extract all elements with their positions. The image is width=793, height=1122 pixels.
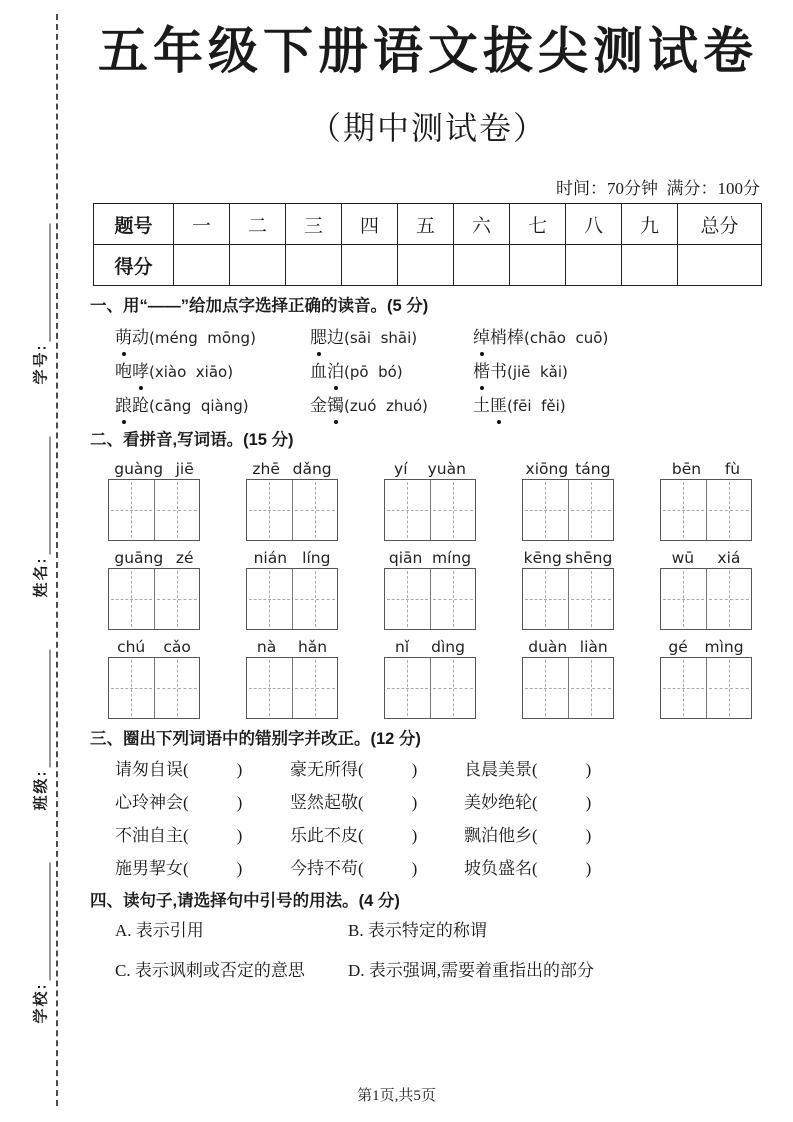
char-cell[interactable]: [707, 480, 752, 540]
dotted-character: 匪: [490, 394, 507, 418]
pinyin-syllable: líng: [302, 549, 331, 567]
pinyin-syllable: nǐ: [395, 638, 410, 656]
correction-word: 良晨美景: [464, 760, 532, 779]
pinyin-syllable: nián: [253, 549, 288, 567]
char-box: [660, 568, 752, 630]
correction-word: 不油自主: [115, 826, 183, 845]
pinyin-syllable: yuàn: [427, 460, 466, 478]
page-title: 五年级下册语文拔尖测试卷: [98, 23, 758, 79]
qnum-header-cell: 总分: [678, 204, 762, 245]
char-cell[interactable]: [661, 480, 707, 540]
paren-close: ): [411, 826, 418, 845]
char-cell[interactable]: [569, 480, 614, 540]
name-input-line[interactable]: [48, 437, 51, 555]
char-cell[interactable]: [155, 658, 200, 718]
dotted-character: 镯: [327, 394, 344, 418]
word-after: 边: [327, 328, 344, 347]
score-table: [93, 203, 762, 286]
pronunciation-item: [473, 360, 766, 384]
correction-word: 坡负盛名: [464, 859, 532, 878]
pinyin-syllable: gé: [668, 638, 688, 656]
pinyin-word-group: [246, 460, 338, 541]
correction-word: 美妙绝轮: [464, 793, 532, 812]
paren-close: ): [411, 793, 418, 812]
pinyin-line: [384, 460, 476, 478]
class-input-line[interactable]: [48, 650, 51, 768]
score-row: [94, 245, 762, 286]
paren-close: ): [585, 793, 592, 812]
section2-heading: 二、看拼音,写词语。(15 分): [90, 431, 294, 449]
char-cell[interactable]: [661, 658, 707, 718]
char-box: [384, 568, 476, 630]
char-cell[interactable]: [569, 569, 614, 629]
pinyin-choices[interactable]: (jiē kǎi): [507, 363, 568, 381]
word-before: 土: [473, 396, 490, 415]
dotted-character: 绰: [473, 326, 490, 350]
char-box: [384, 657, 476, 719]
quote-usage-options: [90, 919, 766, 983]
paren-close: ): [236, 859, 243, 878]
question-number-row: [94, 204, 762, 245]
quote-option[interactable]: C. 表示讽刺或否定的意思: [115, 961, 305, 980]
dashed-cut-line: [56, 14, 58, 1106]
paren-open: (: [358, 760, 364, 779]
pinyin-syllable: hǎn: [297, 638, 328, 656]
qnum-header-cell: 二: [230, 204, 286, 245]
char-box: [660, 479, 752, 541]
pinyin-word-group: [384, 549, 476, 630]
score-cell[interactable]: [230, 245, 286, 286]
student-id-input-line[interactable]: [48, 224, 51, 342]
dotted-character: 哮: [132, 360, 149, 384]
pinyin-syllable: táng: [575, 460, 611, 478]
char-cell[interactable]: [431, 480, 476, 540]
pinyin-line: [246, 460, 338, 478]
pinyin-word-group: [660, 638, 752, 719]
char-cell[interactable]: [109, 658, 155, 718]
dotted-character: 踉: [115, 394, 132, 418]
score-cell[interactable]: [510, 245, 566, 286]
paren-open: (: [358, 859, 364, 878]
correction-word: 豪无所得: [290, 760, 358, 779]
correction-word: 请匆自误: [115, 760, 183, 779]
pinyin-choices[interactable]: (zuó zhuó): [344, 397, 428, 415]
school-input-line[interactable]: [48, 863, 51, 981]
pinyin-syllable: xiōng: [525, 460, 569, 478]
correction-item: [115, 856, 290, 881]
qnum-header-cell: 七: [510, 204, 566, 245]
char-cell[interactable]: [431, 658, 476, 718]
char-box: [246, 568, 338, 630]
char-cell[interactable]: [247, 569, 293, 629]
qnum-header-cell: 八: [566, 204, 622, 245]
paren-close: ): [411, 760, 418, 779]
word-before: 血: [310, 362, 327, 381]
page-subtitle: （期中测试卷）: [308, 110, 547, 146]
pinyin-choices[interactable]: (xiào xiāo): [149, 363, 234, 381]
quote-option[interactable]: B. 表示特定的称谓: [348, 921, 487, 940]
score-cell[interactable]: [174, 245, 230, 286]
qnum-header-cell: 一: [174, 204, 230, 245]
correction-item: [115, 790, 290, 815]
char-cell[interactable]: [661, 569, 707, 629]
pinyin-word-group: [108, 549, 200, 630]
word-after: 梢棒: [490, 328, 524, 347]
correction-item: [464, 823, 766, 848]
correction-item: [290, 757, 464, 782]
score-cell[interactable]: [342, 245, 398, 286]
sidebar-field-name: [30, 437, 51, 598]
pronunciation-item: [473, 394, 766, 418]
pronunciation-item: [310, 360, 473, 384]
char-cell[interactable]: [109, 569, 155, 629]
sidebar-field-class: [30, 650, 51, 811]
pinyin-syllable: kēng: [523, 549, 562, 567]
qnum-header-cell: 五: [398, 204, 454, 245]
paren-close: ): [585, 826, 592, 845]
score-cell[interactable]: [398, 245, 454, 286]
pinyin-syllable: shēng: [565, 549, 613, 567]
pinyin-syllable: zé: [175, 549, 194, 567]
correction-item: [464, 757, 766, 782]
paren-close: ): [236, 826, 243, 845]
paren-open: (: [532, 859, 538, 878]
score-label-cell: 得分: [94, 245, 174, 286]
char-box: [246, 479, 338, 541]
page-number: 第1页,共5页: [357, 1088, 436, 1104]
name-label: 姓名:: [32, 556, 50, 598]
pinyin-line: [108, 638, 200, 656]
pinyin-syllable: liàn: [579, 638, 608, 656]
pinyin-line: [522, 460, 614, 478]
pronunciation-items: [90, 326, 766, 418]
pinyin-line: [522, 549, 614, 567]
correction-word: 今持不苟: [290, 859, 358, 878]
pinyin-word-group: [660, 460, 752, 541]
paren-open: (: [183, 760, 189, 779]
paren-close: ): [411, 859, 418, 878]
score-cell[interactable]: [566, 245, 622, 286]
sidebar-field-school: [30, 863, 51, 1024]
pinyin-line: [246, 638, 338, 656]
pinyin-choices[interactable]: (sāi shāi): [344, 329, 418, 347]
char-cell[interactable]: [385, 569, 431, 629]
correction-word: 心玲神会: [115, 793, 183, 812]
char-box: [522, 479, 614, 541]
pinyin-choices[interactable]: (méng mōng): [149, 329, 256, 347]
pinyin-word-groups: [90, 460, 766, 719]
exam-meta: 时间：70分钟 满分：100分: [556, 179, 760, 198]
correction-item: [464, 856, 766, 881]
pronunciation-item: [473, 326, 766, 350]
correction-items: [90, 757, 766, 881]
pronunciation-item: [115, 326, 310, 350]
pinyin-syllable: guāng: [114, 549, 164, 567]
pinyin-syllable: dǎng: [292, 460, 332, 478]
correction-word: 竖然起敬: [290, 793, 358, 812]
pinyin-line: [384, 638, 476, 656]
pinyin-syllable: jiē: [175, 460, 194, 478]
pinyin-word-group: [246, 638, 338, 719]
pronunciation-item: [310, 394, 473, 418]
char-cell[interactable]: [247, 658, 293, 718]
pinyin-syllable: chú: [117, 638, 146, 656]
pinyin-word-group: [384, 460, 476, 541]
word-before: 金: [310, 396, 327, 415]
dotted-character: 楷: [473, 360, 490, 384]
sidebar: [21, 79, 51, 1024]
qnum-header-cell: 九: [622, 204, 678, 245]
paren-close: ): [236, 793, 243, 812]
paren-open: (: [183, 859, 189, 878]
pinyin-line: [660, 549, 752, 567]
paren-open: (: [183, 826, 189, 845]
paren-close: ): [585, 760, 592, 779]
score-cell[interactable]: [622, 245, 678, 286]
section3-heading: 三、圈出下列词语中的错别字并改正。(12 分): [90, 730, 421, 748]
pinyin-syllable: guàng: [114, 460, 164, 478]
char-cell[interactable]: [569, 658, 614, 718]
correction-item: [115, 823, 290, 848]
pinyin-syllable: wū: [671, 549, 695, 567]
pinyin-word-group: [522, 638, 614, 719]
pinyin-choices[interactable]: (pō bó): [344, 363, 403, 381]
correction-word: 乐此不皮: [290, 826, 358, 845]
dotted-character: 萌: [115, 326, 132, 350]
pinyin-syllable: xiá: [717, 549, 741, 567]
char-cell[interactable]: [523, 569, 569, 629]
paren-close: ): [585, 859, 592, 878]
word-after: 动: [132, 328, 149, 347]
char-box: [522, 657, 614, 719]
pronunciation-item: [310, 326, 473, 350]
char-box: [246, 657, 338, 719]
pinyin-line: [660, 638, 752, 656]
paren-open: (: [358, 793, 364, 812]
pinyin-choices[interactable]: (cāng qiàng): [149, 397, 249, 415]
char-cell[interactable]: [293, 480, 338, 540]
char-cell[interactable]: [707, 569, 752, 629]
quote-option[interactable]: A. 表示引用: [115, 921, 204, 940]
dotted-character: 泊: [327, 360, 344, 384]
char-cell[interactable]: [155, 569, 200, 629]
pinyin-word-group: [522, 549, 614, 630]
score-cell[interactable]: [454, 245, 510, 286]
qnum-label-cell: 题号: [94, 204, 174, 245]
score-cell[interactable]: [678, 245, 762, 286]
char-box: [660, 657, 752, 719]
pinyin-syllable: mìng: [704, 638, 744, 656]
pinyin-line: [246, 549, 338, 567]
pinyin-line: [522, 638, 614, 656]
pinyin-syllable: nà: [256, 638, 277, 656]
char-cell[interactable]: [431, 569, 476, 629]
pinyin-syllable: bēn: [671, 460, 702, 478]
pinyin-syllable: zhē: [252, 460, 280, 478]
pinyin-syllable: cǎo: [163, 638, 191, 656]
sidebar-field-student-id: [30, 224, 51, 385]
char-box: [384, 479, 476, 541]
char-cell[interactable]: [155, 480, 200, 540]
pinyin-word-group: [384, 638, 476, 719]
pinyin-syllable: duàn: [528, 638, 568, 656]
correction-word: 施男挈女: [115, 859, 183, 878]
char-box: [108, 479, 200, 541]
correction-word: 飘泊他乡: [464, 826, 532, 845]
correction-item: [290, 856, 464, 881]
char-box: [108, 657, 200, 719]
pinyin-line: [108, 460, 200, 478]
pinyin-word-group: [522, 460, 614, 541]
qnum-header-cell: 三: [286, 204, 342, 245]
pinyin-word-group: [108, 638, 200, 719]
char-box: [522, 568, 614, 630]
qnum-header-cell: 六: [454, 204, 510, 245]
char-cell[interactable]: [293, 569, 338, 629]
correction-item: [290, 823, 464, 848]
pinyin-syllable: qiān: [388, 549, 423, 567]
pinyin-line: [660, 460, 752, 478]
pinyin-syllable: yí: [394, 460, 408, 478]
school-label: 学校:: [32, 982, 50, 1024]
correction-item: [115, 757, 290, 782]
pronunciation-item: [115, 360, 310, 384]
dotted-character: 腮: [310, 326, 327, 350]
paren-open: (: [532, 826, 538, 845]
pinyin-choices[interactable]: (fēi fěi): [507, 397, 566, 415]
pinyin-syllable: míng: [432, 549, 472, 567]
pinyin-choices[interactable]: (chāo cuō): [524, 329, 609, 347]
paren-open: (: [532, 760, 538, 779]
char-cell[interactable]: [385, 658, 431, 718]
section1-heading: 一、用“——”给加点字选择正确的读音。(5 分): [90, 297, 429, 315]
char-cell[interactable]: [523, 658, 569, 718]
paren-open: (: [358, 826, 364, 845]
correction-item: [290, 790, 464, 815]
section4-heading: 四、读句子,请选择句中引号的用法。(4 分): [90, 892, 400, 910]
pronunciation-item: [115, 394, 310, 418]
pinyin-syllable: fù: [724, 460, 741, 478]
pinyin-word-group: [246, 549, 338, 630]
paren-open: (: [532, 793, 538, 812]
char-cell[interactable]: [385, 480, 431, 540]
page-body: [90, 0, 766, 983]
char-cell[interactable]: [707, 658, 752, 718]
class-label: 班级:: [32, 769, 50, 811]
pinyin-word-group: [660, 549, 752, 630]
paren-open: (: [183, 793, 189, 812]
qnum-header-cell: 四: [342, 204, 398, 245]
char-cell[interactable]: [247, 480, 293, 540]
pinyin-word-group: [108, 460, 200, 541]
char-box: [108, 568, 200, 630]
char-cell[interactable]: [293, 658, 338, 718]
word-after: 书: [490, 362, 507, 381]
student-id-label: 学号:: [32, 343, 50, 385]
char-cell[interactable]: [109, 480, 155, 540]
correction-item: [464, 790, 766, 815]
word-before: 咆: [115, 362, 132, 381]
quote-option[interactable]: D. 表示强调,需要着重指出的部分: [348, 961, 595, 980]
paren-close: ): [236, 760, 243, 779]
word-after: 跄: [132, 396, 149, 415]
pinyin-syllable: dìng: [431, 638, 465, 656]
score-cell[interactable]: [286, 245, 342, 286]
pinyin-line: [108, 549, 200, 567]
char-cell[interactable]: [523, 480, 569, 540]
pinyin-line: [384, 549, 476, 567]
